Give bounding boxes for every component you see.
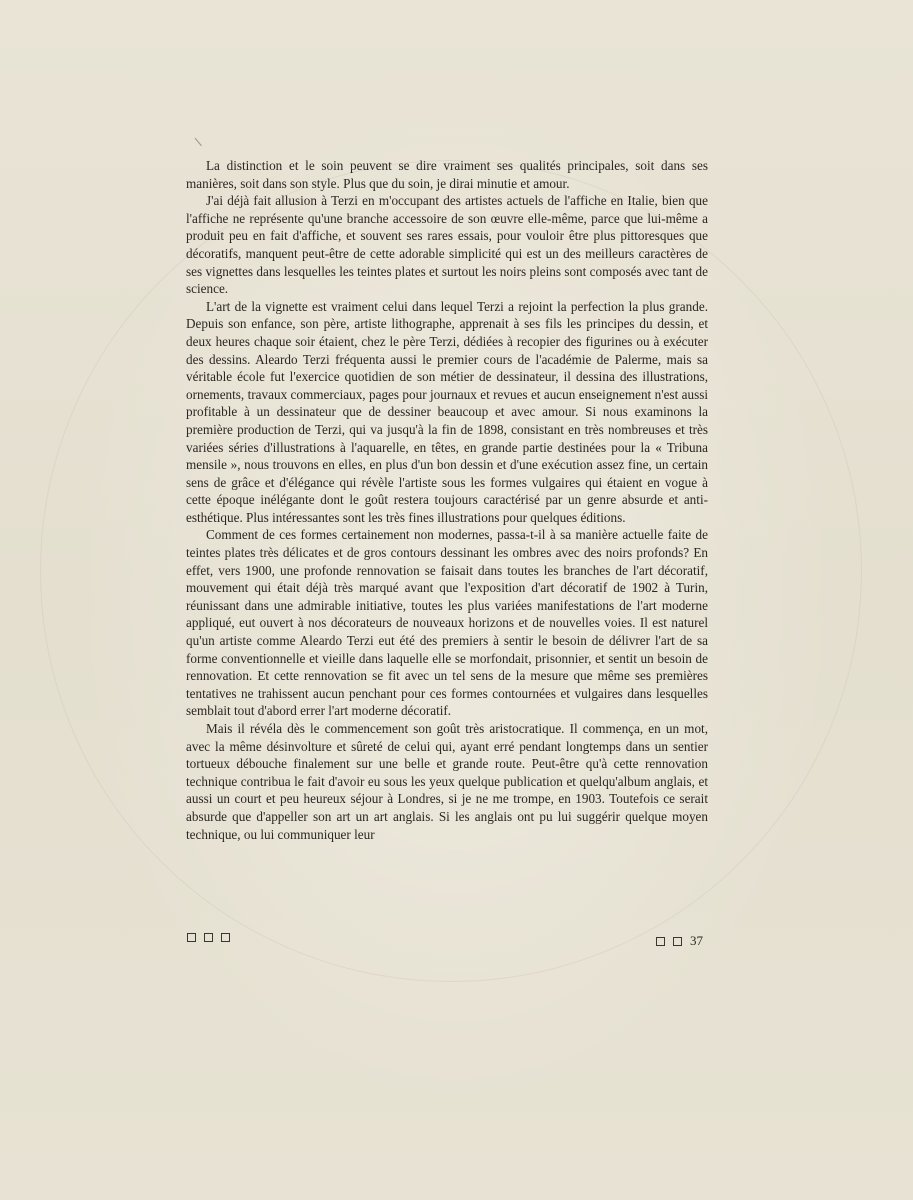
square-ornament-icon <box>656 937 665 946</box>
body-text <box>186 157 708 843</box>
paragraph-2: J'ai déjà fait allusion à Terzi en m'occupant des artistes actuels de l'affiche en Italie, bien que l'affiche ne représente qu'une branche accessoire de son œuvre elle-même, parce que lui-même a produit peu en fait d'affiche, et souvent ses rares essais, pour vouloir être plus pittoresques que décoratifs, manquent peut-être de cette adorable simplicité qui est un des meilleurs caractères de ses vignettes dans lesquelles les teintes plates et surtout les noirs pleins sont composés avec tant de science. <box>186 193 708 297</box>
square-ornament-icon <box>673 937 682 946</box>
footer-page-number <box>656 933 703 949</box>
paragraph-4: Comment de ces formes certainement non modernes, passa-t-il à sa manière actuelle faite de teintes plates très délicates et de gros contours dessinant les ombres avec des noirs profonds? En effet, vers 1900, une profonde rennovation se faisait dans toutes les branches de l'art décoratif, mouvement qui était déjà très marqué avant que l'exposition d'art décoratif de 1902 à Turin, réunissant dans une admirable initiative, toutes les plus variées manifestations de l'art moderne appliqué, eut ouvert à nos décorateurs de nouveaux horizons et de nouvelles voies. Il est naturel qu'un artiste comme Aleardo Terzi eut été des premiers à sentir le besoin de délivrer l'art de sa forme conventionnelle et vieille dans laquelle elle se morfondait, prisonnier, et sentit un besoin de rennovation. Et cette rennovation se fit avec un tel sens de la mesure que même ses premières tentatives ne trahissent aucun penchant pour ces formes contournées et vulgaires dans lesquelles semblait tout d'abord errer l'art moderne décoratif. <box>186 527 708 719</box>
square-ornament-icon <box>204 933 213 942</box>
paragraph-5: Mais il révéla dès le commencement son goût très aristocratique. Il commença, en un mot, avec la même désinvolture et sûreté de celui qui, ayant erré pendant longtemps dans un sentier tortueux débouche finalement sur une belle et grande route. Peut-être qu'à cette rennovation technique contribua le fait d'avoir eu sous les yeux quelque publication et quelqu'album anglais, et aussi un court et peu heureux séjour à Londres, si je ne me trompe, en 1903. Toutefois ce serait absurde que d'appeller son art un art anglais. Si les anglais ont pu lui suggérir quelque moyen technique, ou lui communiquer leur <box>186 721 708 842</box>
paragraph-3: L'art de la vignette est vraiment celui dans lequel Terzi a rejoint la perfection la plus grande. Depuis son enfance, son père, artiste lithographe, apprenait à ses fils les principes du dessin, et deux heures chaque soir étaient, chez le père Terzi, dédiées à recopier des figurines ou à exécuter des dessins. Aleardo Terzi fréquenta aussi le premier cours de l'académie de Palerme, mais sa véritable école fut l'exercice quotidien de son métier de dessinateur, il dessina des illustrations, ornements, travaux commerciaux, pages pour journaux et revues et aucun enseignement n'est aussi profitable à un dessinateur que de dessiner beaucoup et avec amour. Si nous examinons la première production de Terzi, qui va jusqu'à la fin de 1898, consistant en très nombreuses et très variées séries d'illustrations à l'aquarelle, en têtes, en grande partie destinées pour la « Tribuna mensile », nous trouvons en elles, en plus d'un bon dessin et d'une exécution assez fine, un certain sens de grâce et d'élégance qui révèle l'artiste sous les formes vulgaires qui étaient en vogue à cette époque inélégante dont le goût restera toujours caractérisé par un genre absurde et anti-esthétique. Plus intéressantes sont les très fines illustrations pour quelques éditions. <box>186 298 708 525</box>
footer-ornament-left <box>187 933 230 942</box>
corner-mark <box>195 134 207 146</box>
square-ornament-icon <box>221 933 230 942</box>
paragraph-1: La distinction et le soin peuvent se dire vraiment ses qualités principales, soit dans ses manières, soit dans son style. Plus que du soin, je dirai minutie et amour. <box>186 158 708 191</box>
page-number: 37 <box>690 933 703 948</box>
square-ornament-icon <box>187 933 196 942</box>
